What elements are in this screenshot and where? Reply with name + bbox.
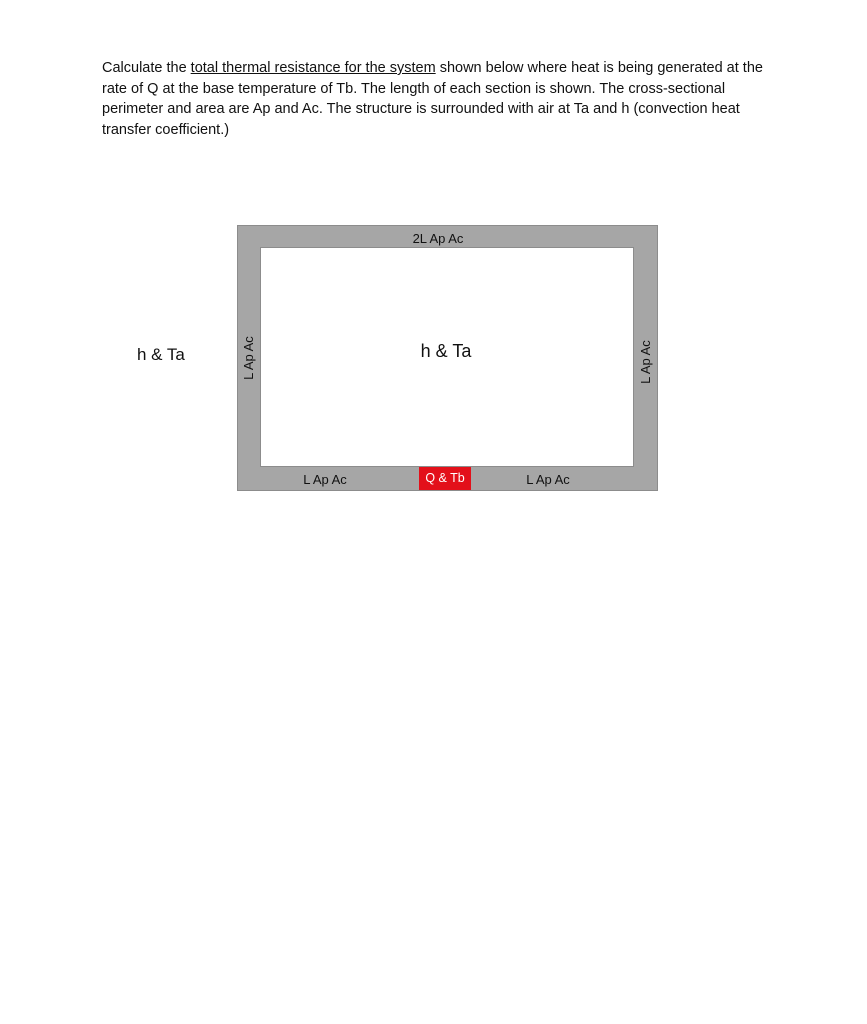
problem-statement	[102, 58, 772, 140]
left-section-label: L Ap Ac	[241, 336, 256, 380]
problem-underlined-text: total thermal resistance for the system	[190, 60, 436, 76]
outside-ambient-label: h & Ta	[137, 345, 185, 364]
problem-text-end: shown below where heat is being generated at the rate of Q at the base temperature of Tb. The length of each section is shown. The cross-sectional perimeter and area are Ap and Ac. The structure is surrounded with air at Ta and h (convection heat transfer coefficient.)	[102, 60, 763, 138]
inside-ambient-label: h & Ta	[420, 341, 472, 361]
heat-source-base: Q & Tb	[419, 467, 471, 490]
bottom-right-section-label: L Ap Ac	[526, 472, 570, 487]
bottom-left-section-label: L Ap Ac	[303, 472, 347, 487]
right-section-label: L Ap Ac	[638, 340, 653, 384]
problem-text-start: Calculate the	[102, 60, 191, 76]
top-section-label: 2L Ap Ac	[412, 231, 464, 246]
